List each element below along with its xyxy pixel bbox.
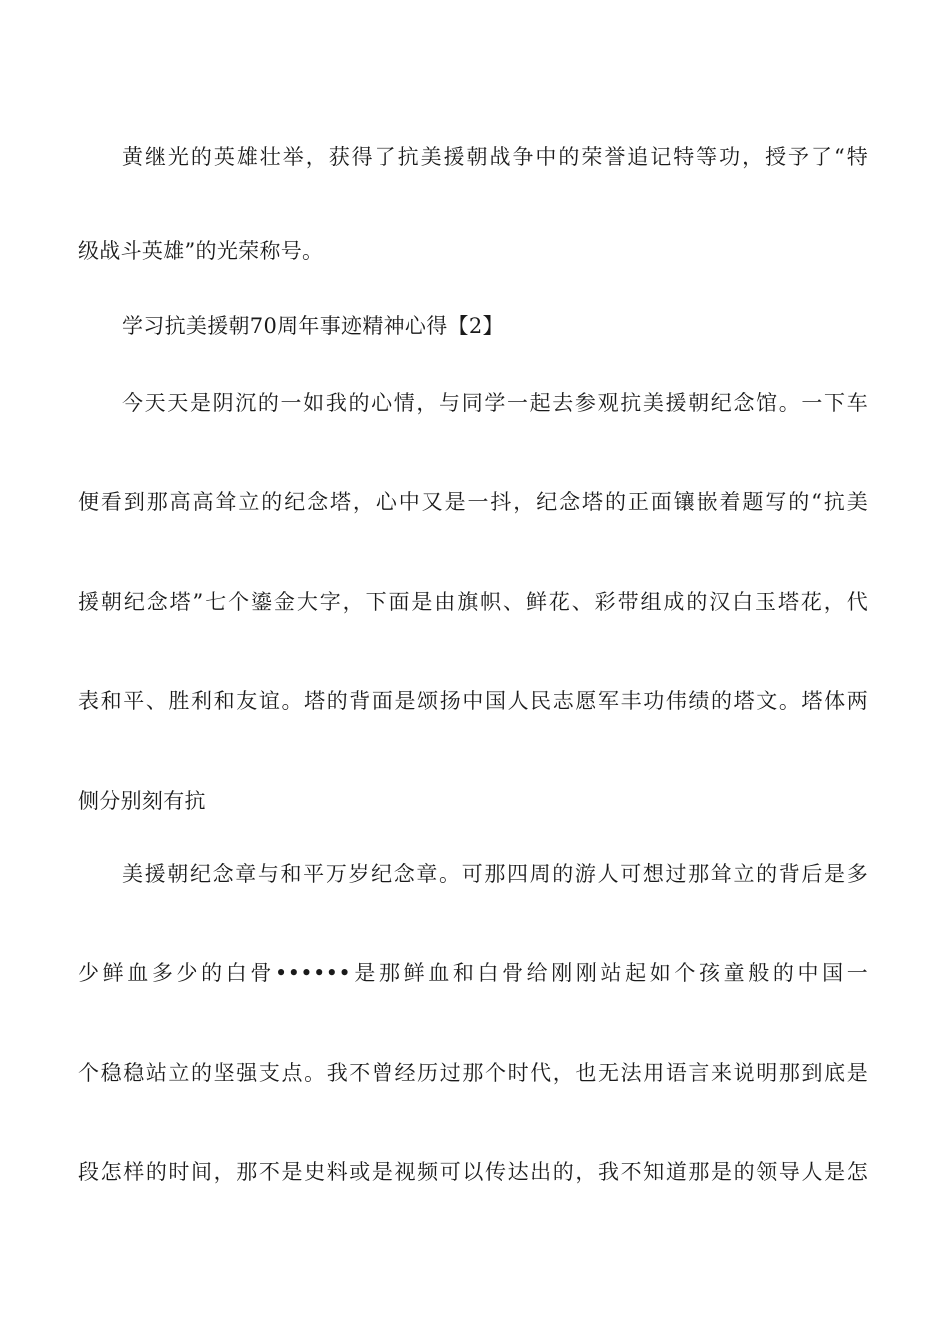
paragraph-line: 段怎样的时间，那不是史料或是视频可以传达出的，我不知道那是的领导人是怎: [78, 1160, 868, 1184]
paragraph-line: 级战斗英雄”的光荣称号。: [78, 239, 324, 263]
paragraph-line: 个稳稳站立的坚强支点。我不曾经历过那个时代，也无法用语言来说明那到底是: [78, 1061, 868, 1085]
paragraph-line: 援朝纪念塔”七个鎏金大字，下面是由旗帜、鲜花、彩带组成的汉白玉塔花，代: [78, 590, 868, 614]
section-heading: 学习抗美援朝70周年事迹精神心得【2】: [122, 314, 504, 338]
paragraph-line: 黄继光的英雄壮举，获得了抗美援朝战争中的荣誉追记特等功，授予了“特: [122, 145, 868, 169]
paragraph-line: 今天天是阴沉的一如我的心情，与同学一起去参观抗美援朝纪念馆。一下车: [122, 391, 868, 415]
paragraph-line: 侧分别刻有抗: [78, 789, 206, 813]
paragraph-line: 便看到那高高耸立的纪念塔，心中又是一抖，纪念塔的正面镶嵌着题写的“抗美: [78, 490, 868, 514]
paragraph-line: 美援朝纪念章与和平万岁纪念章。可那四周的游人可想过那耸立的背后是多: [122, 862, 868, 886]
paragraph-line: 表和平、胜利和友谊。塔的背面是颂扬中国人民志愿军丰功伟绩的塔文。塔体两: [78, 689, 868, 713]
paragraph-line: 少鲜血多少的白骨••••••是那鲜血和白骨给刚刚站起如个孩童般的中国一: [78, 961, 868, 985]
